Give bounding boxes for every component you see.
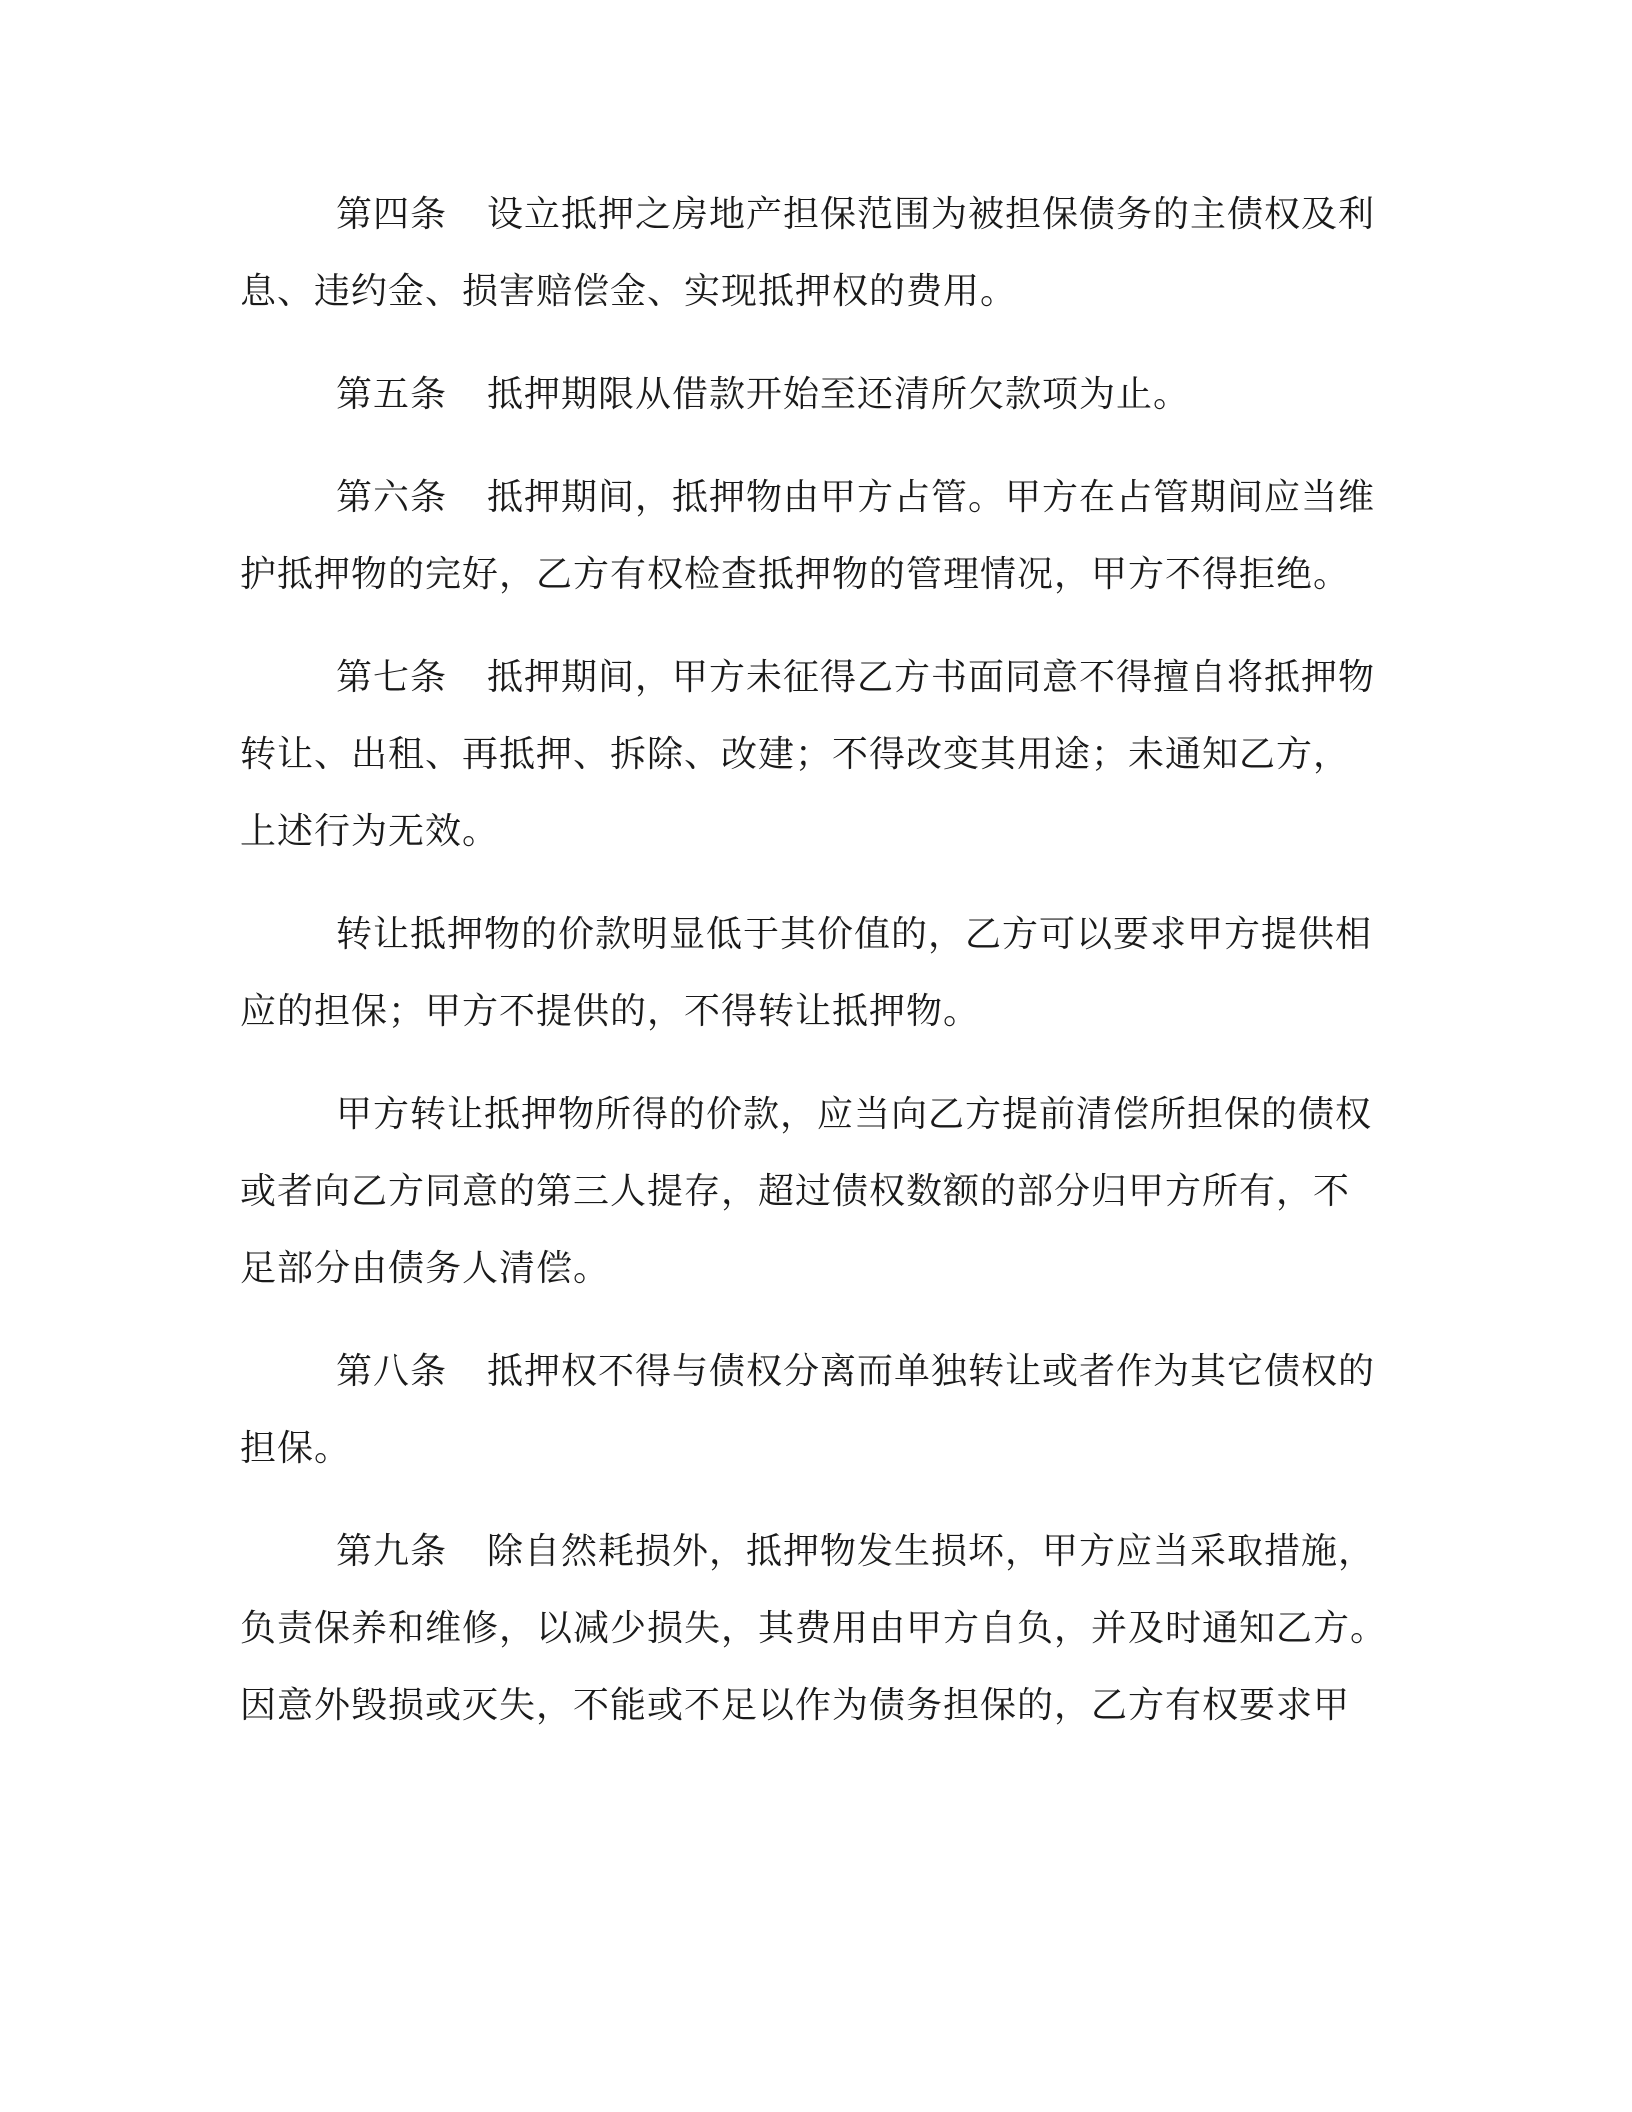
paragraph-line: 负责保养和维修，以减少损失，其费用由甲方自负，并及时通知乙方。 (240, 1608, 1388, 1649)
paragraph-line: 或者向乙方同意的第三人提存，超过债权数额的部分归甲方所有，不 (240, 1171, 1351, 1212)
transfer-proceeds-paragraph (240, 1076, 1380, 1307)
article-number: 第六条 (336, 477, 448, 518)
paragraph-text: 抵押期间，甲方未征得乙方书面同意不得擅自将抵押物 (487, 657, 1376, 698)
paragraph-line: 转让、出租、再抵押、拆除、改建；不得改变其用途；未通知乙方， (240, 734, 1351, 775)
article-7-paragraph (240, 639, 1380, 870)
paragraph-line: 应的担保；甲方不提供的，不得转让抵押物。 (240, 991, 981, 1032)
paragraph-text: 设立抵押之房地产担保范围为被担保债务的主债权及利 (487, 194, 1376, 235)
paragraph-text: 抵押期限从借款开始至还清所欠款项为止。 (487, 374, 1191, 415)
article-4-paragraph (240, 176, 1380, 330)
paragraph-text: 抵押权不得与债权分离而单独转让或者作为其它债权的 (487, 1351, 1376, 1392)
paragraph-line (240, 176, 1380, 253)
paragraph-text: 抵押期间，抵押物由甲方占管。甲方在占管期间应当维 (487, 477, 1376, 518)
paragraph-line: 息、违约金、损害赔偿金、实现抵押权的费用。 (240, 271, 1018, 312)
article-number: 第九条 (336, 1531, 448, 1572)
paragraph-line: 足部分由债务人清偿。 (240, 1248, 611, 1289)
paragraph-line: 因意外毁损或灭失，不能或不足以作为债务担保的，乙方有权要求甲 (240, 1685, 1351, 1726)
article-9-paragraph (240, 1513, 1388, 1744)
paragraph-line (240, 1333, 1380, 1410)
article-number: 第七条 (336, 657, 448, 698)
paragraph-line (240, 639, 1380, 716)
document-page (240, 176, 1388, 1770)
paragraph-line: 甲方转让抵押物所得的价款，应当向乙方提前清偿所担保的债权 (336, 1094, 1373, 1135)
paragraph-line: 担保。 (240, 1428, 352, 1469)
paragraph-line (240, 459, 1380, 536)
article-number: 第五条 (336, 374, 448, 415)
paragraph-line (240, 1513, 1380, 1590)
transfer-price-paragraph (240, 896, 1380, 1050)
article-number: 第八条 (336, 1351, 448, 1392)
paragraph-line: 护抵押物的完好，乙方有权检查抵押物的管理情况，甲方不得拒绝。 (240, 554, 1351, 595)
paragraph-text: 除自然耗损外，抵押物发生损坏，甲方应当采取措施， (487, 1531, 1376, 1572)
article-number: 第四条 (336, 194, 448, 235)
paragraph-line: 转让抵押物的价款明显低于其价值的，乙方可以要求甲方提供相 (336, 914, 1373, 955)
article-6-paragraph (240, 459, 1380, 613)
paragraph-line: 上述行为无效。 (240, 811, 500, 852)
article-5-paragraph (240, 356, 1380, 433)
paragraph-line (240, 356, 1380, 433)
article-8-paragraph (240, 1333, 1380, 1487)
